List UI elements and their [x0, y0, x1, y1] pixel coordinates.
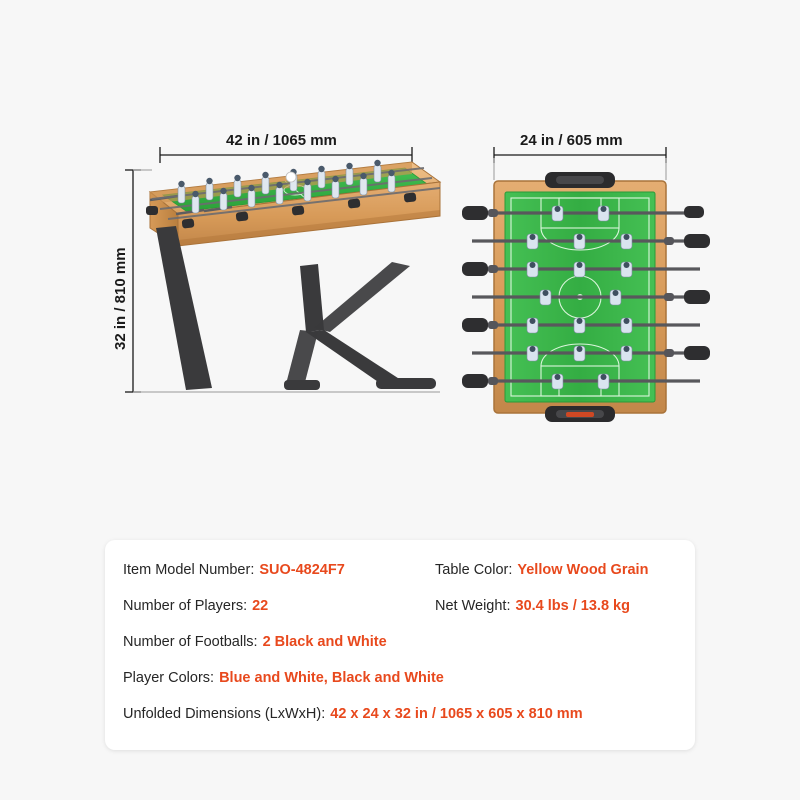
spec-key-players: Number of Players: [123, 598, 248, 614]
spec-value-unfolded-dimensions: 42 x 24 x 32 in / 1065 x 605 x 810 mm [330, 706, 583, 722]
specification-card [105, 540, 695, 750]
top-width-label: 24 in / 605 mm [520, 132, 623, 149]
spec-value-net-weight: 30.4 lbs / 13.8 kg [515, 598, 630, 614]
spec-key-footballs: Number of Footballs: [123, 634, 258, 650]
spec-value-players: 22 [252, 598, 269, 614]
side-view-legs [156, 226, 436, 390]
spec-value-player-colors: Blue and White, Black and White [219, 670, 444, 686]
spec-row-unfolded-dimensions [123, 706, 583, 722]
spec-key-player-colors: Player Colors: [123, 670, 215, 686]
top-width-dimension-line [494, 147, 666, 163]
spec-key-model: Item Model Number: [123, 562, 255, 578]
side-view-ball [286, 172, 296, 182]
side-height-label: 32 in / 810 mm [112, 247, 129, 350]
side-width-label: 42 in / 1065 mm [226, 132, 337, 149]
side-width-dimension-line [160, 147, 412, 163]
spec-row-model [123, 562, 345, 578]
spec-value-table-color: Yellow Wood Grain [517, 562, 649, 578]
spec-row-net-weight [435, 598, 630, 614]
spec-key-net-weight: Net Weight: [435, 598, 511, 614]
spec-value-model: SUO-4824F7 [259, 562, 345, 578]
spec-value-footballs: 2 Black and White [262, 634, 387, 650]
spec-key-table-color: Table Color: [435, 562, 513, 578]
spec-row-footballs [123, 634, 387, 650]
spec-row-table-color [435, 562, 648, 578]
spec-row-player-colors [123, 670, 444, 686]
spec-key-unfolded-dimensions: Unfolded Dimensions (LxWxH): [123, 706, 326, 722]
spec-row-players [123, 598, 268, 614]
